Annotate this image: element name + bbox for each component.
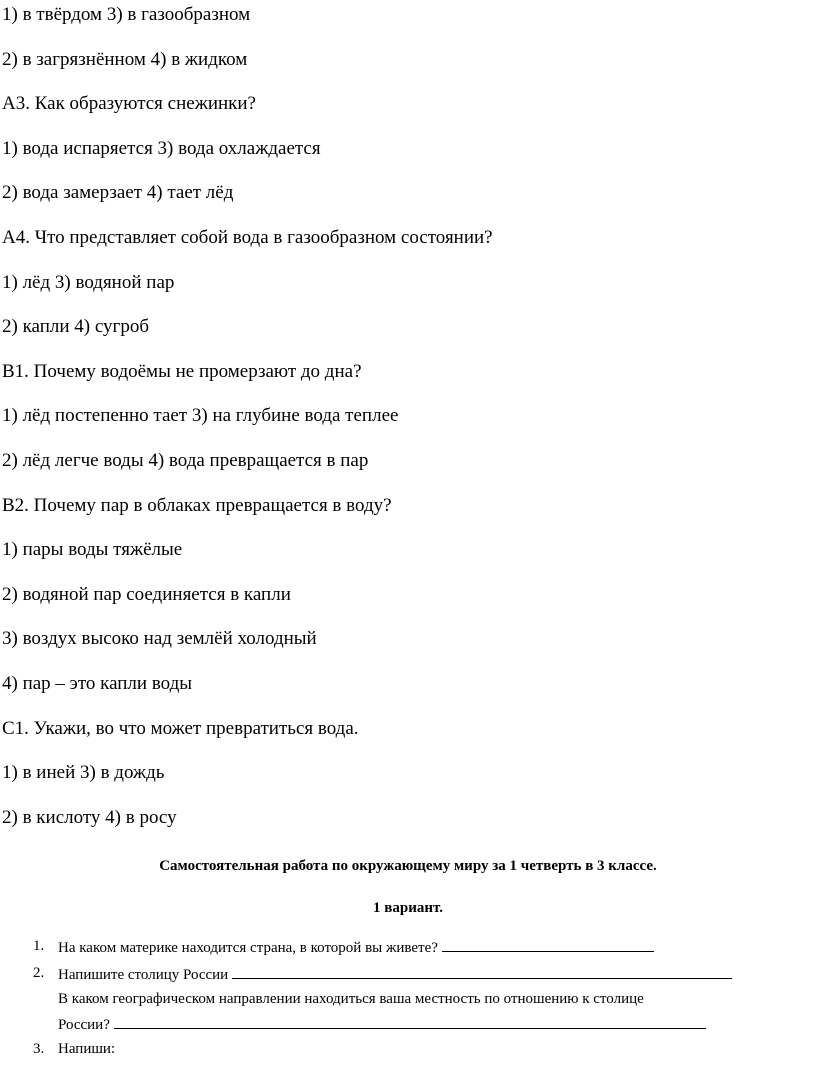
worksheet-item xyxy=(58,964,732,984)
text-line: 1) в твёрдом 3) в газообразном xyxy=(2,4,251,25)
item-number: 3. xyxy=(33,1041,45,1057)
answer-blank[interactable] xyxy=(442,937,654,952)
text-line: 1) лёд 3) водяной пар xyxy=(2,272,175,293)
question-a3: А3. Как образуются снежинки? xyxy=(2,93,256,114)
item-text: На каком материке находится страна, в которой вы живете? xyxy=(58,940,438,956)
question-a4: А4. Что представляет собой вода в газообразном состоянии? xyxy=(2,227,493,248)
text-line: 1) пары воды тяжёлые xyxy=(2,539,183,560)
worksheet-item xyxy=(58,1014,706,1034)
text-line: 1) вода испаряется 3) вода охлаждается xyxy=(2,138,321,159)
worksheet-item xyxy=(58,937,654,957)
item-text: Напиши: xyxy=(58,1041,116,1057)
item-text: В каком географическом направлении находиться ваша местность по отношению к столице xyxy=(58,991,644,1007)
text-line: 4) пар – это капли воды xyxy=(2,673,193,694)
text-line: 1) лёд постепенно тает 3) на глубине вода теплее xyxy=(2,405,399,426)
text-line: 2) водяной пар соединяется в капли xyxy=(2,584,291,605)
item-text: Напишите столицу России xyxy=(58,967,229,983)
text-line: 2) в загрязнённом 4) в жидком xyxy=(2,49,248,70)
worksheet-item xyxy=(58,990,644,1008)
question-c1: С1. Укажи, во что может превратиться вода. xyxy=(2,718,359,739)
text-line: 2) капли 4) сугроб xyxy=(2,316,149,337)
text-line: 2) в кислоту 4) в росу xyxy=(2,807,177,828)
item-number: 2. xyxy=(33,965,45,981)
text-line: 2) вода замерзает 4) тает лёд xyxy=(2,182,234,203)
question-b1: В1. Почему водоёмы не промерзают до дна? xyxy=(2,361,362,382)
variant-heading: 1 вариант. xyxy=(373,900,443,916)
question-b2: В2. Почему пар в облаках превращается в воду? xyxy=(2,495,392,516)
text-line: 2) лёд легче воды 4) вода превращается в пар xyxy=(2,450,369,471)
answer-blank[interactable] xyxy=(232,964,732,979)
text-line: 3) воздух высоко над землёй холодный xyxy=(2,628,317,649)
worksheet-title: Самостоятельная работа по окружающему миру за 1 четверть в 3 классе. xyxy=(159,858,657,874)
answer-blank[interactable] xyxy=(114,1014,706,1029)
worksheet-item xyxy=(58,1040,115,1058)
text-line: 1) в иней 3) в дождь xyxy=(2,762,165,783)
item-text: России? xyxy=(58,1017,110,1033)
item-number: 1. xyxy=(33,938,45,954)
